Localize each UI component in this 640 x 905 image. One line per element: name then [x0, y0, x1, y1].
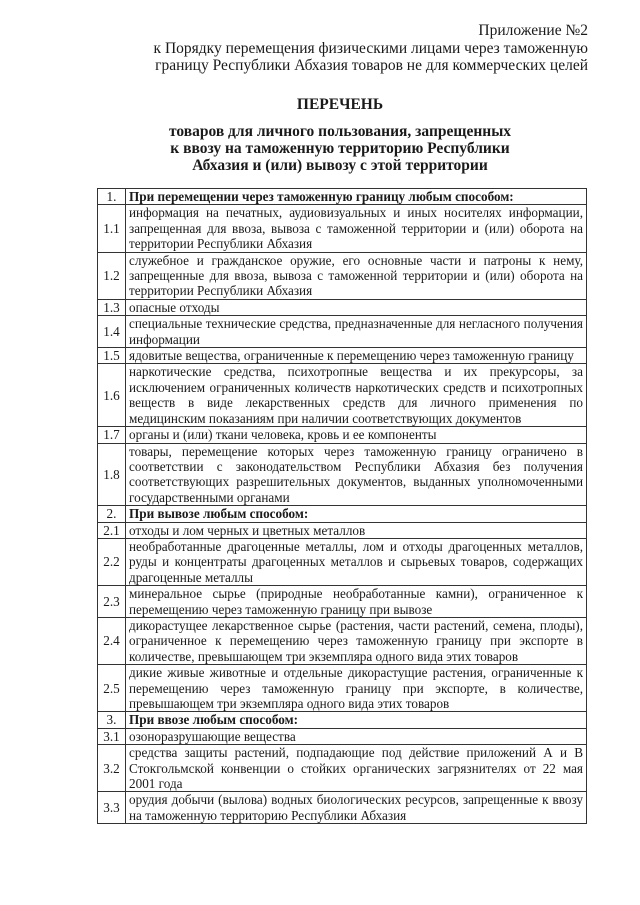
row-number: 2.1 [98, 522, 126, 538]
table-row [98, 792, 587, 824]
row-text: средства защиты растений, подпадающие под действие приложений А и В Стокгольмской конвенции о стойких органических загрязнителях от 22 мая 2001 года [126, 745, 587, 792]
table-row [98, 586, 587, 618]
row-text: дикие живые животные и отдельные дикорастущие растения, ограниченные к перемещению через таможенную границу при экспорте, в количестве, превышающем три экземпляра одного вида этих товаров [126, 665, 587, 712]
row-text: информация на печатных, аудиовизуальных и иных носителях информации, запрещенная для ввоза, вывоза с таможенной территории и (или) оборота на территории Республики Абхазия [126, 205, 587, 252]
table-row [98, 538, 587, 585]
table-row [98, 617, 587, 664]
row-text: наркотические средства, психотропные вещества и их прекурсоры, за исключением ограниченных количеств наркотических средств и психотропных веществ в виде лекарственных средств для личного применения по медицинским показаниям при наличии соответствующих документов [126, 364, 587, 427]
table-row [98, 522, 587, 538]
row-text: дикорастущее лекарственное сырье (растения, части растений, семена, плоды), ограниченное к перемещению через таможенную границу при экспорте в количестве, превышающем три экземпляра одного вида этих товаров [126, 617, 587, 664]
appendix-line-2: границу Республики Абхазия товаров не для коммерческих целей [155, 57, 588, 74]
row-number: 2.2 [98, 538, 126, 585]
row-number: 1.7 [98, 427, 126, 443]
row-number: 1.3 [98, 299, 126, 315]
table-row [98, 728, 587, 744]
subtitle-line-3: Абхазия и (или) вывозу с этой территории [192, 157, 488, 174]
row-number: 1.5 [98, 348, 126, 364]
row-number: 2.5 [98, 665, 126, 712]
row-text: необработанные драгоценные металлы, лом и отходы драгоценных металлов, руды и концентраты драгоценных металлов и сырьевых товаров, содержащих драгоценные металлы [126, 538, 587, 585]
table-row [98, 348, 587, 364]
section-heading: При вывозе любым способом: [126, 506, 587, 522]
table-row [98, 745, 587, 792]
section-heading: При ввозе любым способом: [126, 712, 587, 728]
row-number: 1.2 [98, 252, 126, 299]
row-number: 1. [98, 189, 126, 205]
prohibited-goods-table [97, 188, 587, 824]
document-subtitle [0, 123, 640, 174]
table-row-section [98, 189, 587, 205]
row-number: 3.1 [98, 728, 126, 744]
row-text: озоноразрушающие вещества [126, 728, 587, 744]
row-number: 2.4 [98, 617, 126, 664]
row-number: 3.2 [98, 745, 126, 792]
table-row [98, 443, 587, 506]
subtitle-line-1: товаров для личного пользования, запрещенных [168, 123, 512, 140]
row-text: отходы и лом черных и цветных металлов [126, 522, 587, 538]
section-heading: При перемещении через таможенную границу любым способом: [126, 189, 587, 205]
table-row [98, 427, 587, 443]
row-text: минеральное сырье (природные необработанные камни), ограниченное к перемещению через таможенную границу при вывозе [126, 586, 587, 618]
table-row [98, 205, 587, 252]
row-number: 3. [98, 712, 126, 728]
table-row [98, 364, 587, 427]
subtitle-line-2: к ввозу на таможенную территорию Республики [170, 140, 510, 157]
table-row [98, 299, 587, 315]
row-number: 3.3 [98, 792, 126, 824]
row-text: органы и (или) ткани человека, кровь и ее компоненты [126, 427, 587, 443]
row-text: товары, перемещение которых через таможенную границу ограничено в соответствии с законодательством Республики Абхазия без получения соответствующих разрешительных документов, выданных уполномоченными государственными органами [126, 443, 587, 506]
row-number: 1.4 [98, 316, 126, 348]
table-row [98, 252, 587, 299]
row-text: служебное и гражданское оружие, его основные части и патроны к нему, запрещенные для ввоза, вывоза с таможенной территории и (или) оборота на территории Республики Абхазия [126, 252, 587, 299]
document-title: ПЕРЕЧЕНЬ [296, 96, 384, 113]
row-number: 2.3 [98, 586, 126, 618]
row-text: специальные технические средства, предназначенные для негласного получения информации [126, 316, 587, 348]
row-number: 1.8 [98, 443, 126, 506]
table-row [98, 316, 587, 348]
table-row [98, 665, 587, 712]
row-text: орудия добычи (вылова) водных биологических ресурсов, запрещенные к ввозу на таможенную территорию Республики Абхазия [126, 792, 587, 824]
appendix-header [118, 22, 588, 75]
row-number: 1.6 [98, 364, 126, 427]
row-number: 2. [98, 506, 126, 522]
table-row-section [98, 712, 587, 728]
appendix-line-1: к Порядку перемещения физическими лицами через таможенную [153, 39, 588, 57]
row-text: ядовитые вещества, ограниченные к перемещению через таможенную границу [126, 348, 587, 364]
row-number: 1.1 [98, 205, 126, 252]
appendix-label: Приложение №2 [478, 22, 588, 39]
row-text: опасные отходы [126, 299, 587, 315]
table-row-section [98, 506, 587, 522]
